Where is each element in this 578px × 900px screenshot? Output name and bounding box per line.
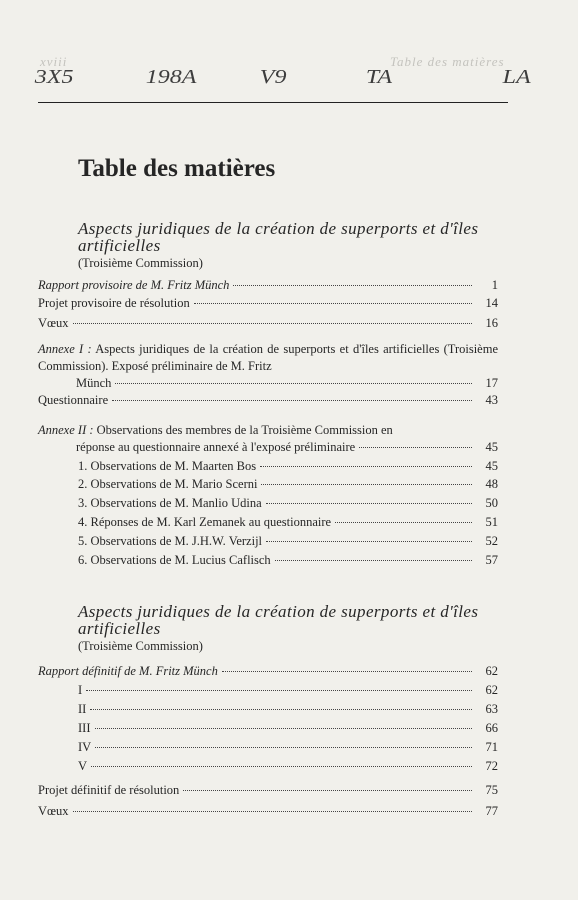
page-number: 62: [485, 664, 498, 678]
leader-dots: [115, 383, 472, 384]
page-number: 1: [491, 278, 498, 292]
toc-label: Rapport définitif de M. Fritz Münch: [38, 664, 218, 678]
leader-dots: [95, 728, 473, 729]
toc-label: 3. Observations de M. Manlio Udina: [78, 496, 262, 510]
page-number: 17: [485, 376, 498, 390]
section-2-title-line-2: artificielles: [78, 619, 161, 638]
leader-dots: [112, 400, 472, 401]
page-number: 50: [485, 496, 498, 510]
leader-dots: [261, 484, 472, 485]
annexe-2-prefix: Annexe II :: [38, 423, 94, 437]
toc-sub-entry[interactable]: [78, 683, 498, 701]
section-2-heading: [78, 603, 498, 654]
page-number: 62: [485, 683, 498, 697]
leader-dots: [194, 303, 472, 304]
page-number: 16: [485, 316, 498, 330]
toc-entry[interactable]: [38, 804, 498, 822]
toc-sub-entry[interactable]: [78, 721, 498, 739]
page-number: 14: [485, 296, 498, 310]
page-number: 71: [485, 740, 498, 754]
page-number: 45: [485, 440, 498, 454]
toc-label: 5. Observations de M. J.H.W. Verzijl: [78, 534, 263, 548]
toc-entry-annexe-2[interactable]: [38, 422, 498, 456]
leader-dots: [73, 323, 472, 324]
page-number: 66: [485, 721, 498, 735]
handwritten-mark-4: TA: [365, 66, 393, 88]
toc-entry-annexe-1[interactable]: [38, 341, 498, 392]
handwritten-mark-1: 3X5: [34, 66, 74, 88]
handwritten-mark-5: LA: [502, 66, 531, 88]
toc-label: II: [78, 702, 87, 716]
section-2-title-line-1: Aspects juridiques de la création de superports et d'îles: [78, 602, 479, 621]
page-number: 72: [485, 759, 498, 773]
page-number: 57: [485, 553, 498, 567]
toc-label: V: [78, 759, 88, 773]
annexe-2-text: Observations des membres de la Troisième Commission en: [93, 423, 393, 437]
section-1-title-line-1: Aspects juridiques de la création de superports et d'îles: [78, 219, 479, 238]
toc-sub-entry[interactable]: [78, 553, 498, 571]
toc-label: III: [78, 721, 91, 735]
toc-sub-entry[interactable]: [78, 496, 498, 514]
section-2-subtitle: (Troisième Commission): [78, 639, 203, 653]
toc-sub-entry[interactable]: [78, 515, 498, 533]
page-number: 75: [485, 783, 498, 797]
toc-entry[interactable]: [38, 296, 498, 314]
leader-dots: [91, 766, 472, 767]
toc-label: I: [78, 683, 83, 697]
toc-label: 4. Réponses de M. Karl Zemanek au questionnaire: [78, 515, 332, 529]
leader-dots: [95, 747, 472, 748]
leader-dots: [359, 447, 472, 448]
leader-dots: [260, 466, 472, 467]
toc-label: Vœux: [38, 804, 69, 818]
leader-dots: [266, 503, 472, 504]
bleed-through-header: Table des matières: [390, 54, 505, 69]
toc-entry[interactable]: [38, 316, 498, 334]
leader-dots: [335, 522, 472, 523]
page-number: 51: [485, 515, 498, 529]
page-number: 43: [485, 393, 498, 407]
page-number: 45: [485, 459, 498, 473]
section-1-heading: [78, 220, 498, 271]
leader-dots: [222, 671, 472, 672]
page-number: 48: [485, 477, 498, 491]
toc-label: Rapport provisoire de M. Fritz Münch: [38, 278, 230, 292]
header-rule: [38, 102, 508, 103]
toc-sub-entry[interactable]: [78, 534, 498, 552]
handwritten-mark-3: V9: [259, 66, 287, 88]
toc-label: Projet provisoire de résolution: [38, 296, 190, 310]
annexe-1-text: Aspects juridiques de la création de superports et d'îles artificielles (Troisième Commission). Exposé préliminaire de M. Fritz: [38, 342, 498, 373]
toc-label: Questionnaire: [38, 393, 109, 407]
toc-entry[interactable]: [38, 393, 498, 411]
toc-label: Projet définitif de résolution: [38, 783, 180, 797]
toc-label: 2. Observations de M. Mario Scerni: [78, 477, 258, 491]
section-1-title-line-2: artificielles: [78, 236, 161, 255]
handwritten-mark-2: 198A: [145, 66, 197, 88]
toc-sub-entry[interactable]: [78, 759, 498, 777]
leader-dots: [73, 811, 472, 812]
toc-label: 6. Observations de M. Lucius Caflisch: [78, 553, 271, 567]
leader-dots: [183, 790, 472, 791]
toc-label: IV: [78, 740, 92, 754]
annexe-1-prefix: Annexe I :: [38, 342, 92, 356]
leader-dots: [266, 541, 472, 542]
page-number: 63: [485, 702, 498, 716]
leader-dots: [233, 285, 472, 286]
toc-sub-entry[interactable]: [78, 477, 498, 495]
toc-entry[interactable]: [38, 664, 498, 682]
leader-dots: [90, 709, 472, 710]
toc-sub-entry[interactable]: [78, 459, 498, 477]
toc-label: Vœux: [38, 316, 69, 330]
leader-dots: [86, 690, 472, 691]
page-number: 52: [485, 534, 498, 548]
toc-label: 1. Observations de M. Maarten Bos: [78, 459, 257, 473]
toc-sub-entry[interactable]: [78, 702, 498, 720]
bleed-through-page-number: xviii: [40, 54, 68, 69]
annexe-1-continuation: Münch: [76, 376, 112, 390]
page-title: Table des matières: [78, 155, 276, 182]
toc-entry[interactable]: [38, 783, 498, 801]
toc-entry[interactable]: [38, 278, 498, 296]
leader-dots: [275, 560, 472, 561]
page-number: 77: [485, 804, 498, 818]
toc-sub-entry[interactable]: [78, 740, 498, 758]
annexe-2-continuation: réponse au questionnaire annexé à l'exposé préliminaire: [76, 440, 356, 454]
section-1-subtitle: (Troisième Commission): [78, 256, 203, 270]
